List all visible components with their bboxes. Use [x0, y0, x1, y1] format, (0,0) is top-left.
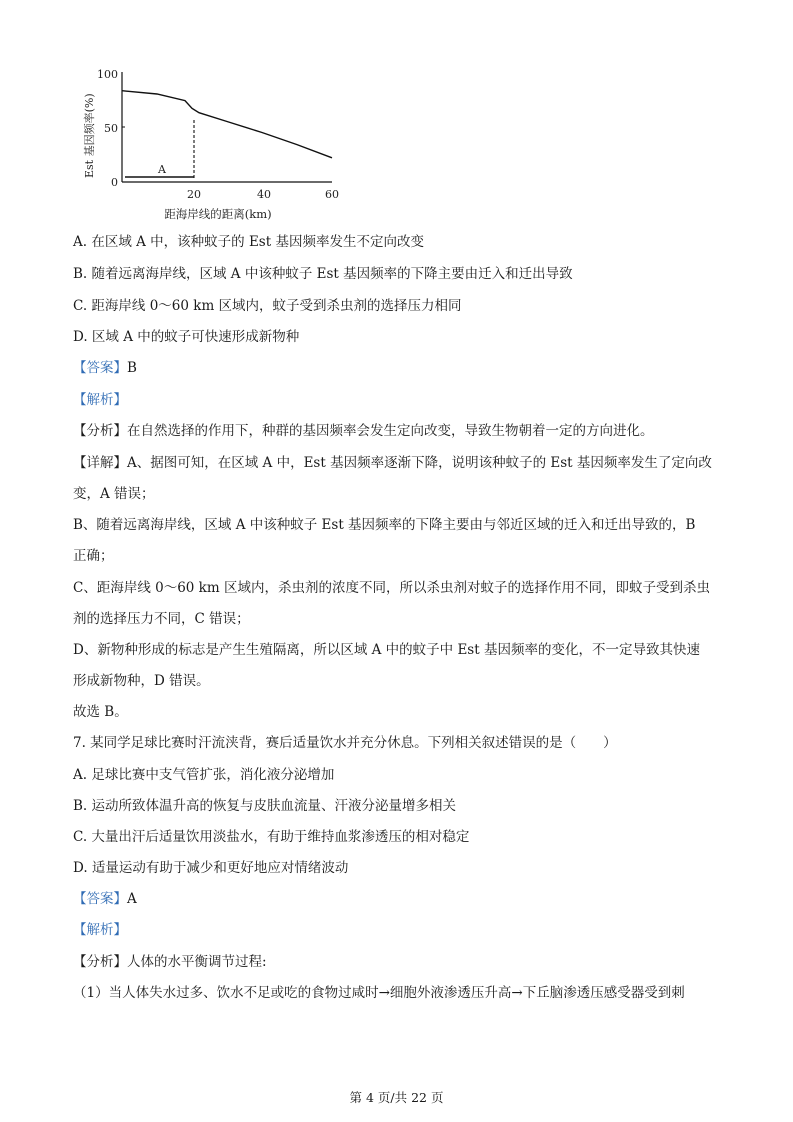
- q7-option-a: A. 足球比赛中支气管扩张，消化液分泌增加: [73, 767, 335, 783]
- y-tick-100: 100: [97, 68, 118, 81]
- y-tick-0: 0: [111, 176, 118, 189]
- q7-fenxi: [73, 953, 267, 971]
- q6-answer: [73, 359, 137, 377]
- est-frequency-line: [122, 91, 332, 158]
- q7-stem: 7. 某同学足球比赛时汗流浃背，赛后适量饮水并充分休息。下列相关叙述错误的是（ ）: [73, 735, 617, 751]
- fenxi-text: 人体的水平衡调节过程:: [127, 954, 267, 970]
- q6-xiangjie-line-3: B、随着远离海岸线，区域 A 中该种蚊子 Est 基因频率的下降主要由与邻近区域的迁入和迁出导致的，B: [73, 517, 696, 533]
- fenxi-text: 在自然选择的作用下，种群的基因频率会发生定向改变，导致生物朝着一定的方向进化。: [127, 423, 654, 439]
- q7-analysis-tag: 【解析】: [73, 922, 127, 938]
- q7-analysis-line-1: （1）当人体失水过多、饮水不足或吃的食物过咸时→细胞外液渗透压升高→下丘脑渗透压感受器受到刺: [73, 985, 685, 1001]
- q6-conclusion: 故选 B。: [73, 704, 128, 720]
- answer-tag: 【答案】: [73, 360, 127, 376]
- x-tick-20: 20: [187, 188, 201, 201]
- answer-tag: 【答案】: [73, 891, 127, 907]
- y-tick-50: 50: [104, 122, 118, 135]
- q6-xiangjie-line-5: C、距海岸线 0～60 km 区域内，杀虫剂的浓度不同，所以杀虫剂对蚊子的选择作用不同，即蚊子受到杀虫: [73, 580, 710, 596]
- q7-option-d: D. 适量运动有助于减少和更好地应对情绪波动: [73, 860, 349, 876]
- region-a-label: A: [158, 163, 166, 176]
- gene-frequency-chart: [78, 64, 348, 224]
- q7-option-b: B. 运动所致体温升高的恢复与皮肤血流量、汗液分泌量增多相关: [73, 798, 457, 814]
- answer-value: A: [127, 891, 137, 907]
- x-tick-40: 40: [257, 188, 271, 201]
- answer-value: B: [127, 360, 137, 376]
- fenxi-tag: 【分析】: [73, 423, 127, 439]
- q6-xiangjie-line-6: 剂的选择压力不同，C 错误；: [73, 611, 250, 627]
- q6-xiangjie-line-2: 变，A 错误；: [73, 486, 155, 502]
- fenxi-tag: 【分析】: [73, 954, 127, 970]
- page-footer: 第 4 页/共 22 页: [349, 1090, 444, 1105]
- q7-option-c: C. 大量出汗后适量饮用淡盐水，有助于维持血浆渗透压的相对稳定: [73, 829, 470, 845]
- q6-analysis-tag: 【解析】: [73, 392, 127, 408]
- data-curve-layer: [122, 91, 332, 158]
- q6-fenxi: [73, 422, 654, 440]
- q6-option-b: B. 随着远离海岸线，区域 A 中该种蚊子 Est 基因频率的下降主要由迁入和迁出导致: [73, 266, 573, 282]
- q6-option-c: C. 距海岸线 0～60 km 区域内，蚊子受到杀虫剂的选择压力相同: [73, 298, 462, 314]
- x-axis-label: 距海岸线的距离(km): [164, 207, 272, 221]
- y-axis-label: Est 基因频率(%): [83, 93, 96, 178]
- xiangjie-text: A、据图可知，在区域 A 中，Est 基因频率逐渐下降，说明该种蚊子的 Est 基因频率发生了定向改: [127, 455, 712, 471]
- q6-option-a: A. 在区域 A 中，该种蚊子的 Est 基因频率发生不定向改变: [73, 234, 424, 250]
- q6-xiangjie-line-1: [73, 454, 712, 472]
- q7-answer: [73, 890, 137, 908]
- xiangjie-tag: 【详解】: [73, 455, 127, 471]
- q6-xiangjie-line-8: 形成新物种，D 错误。: [73, 673, 210, 689]
- q6-option-d: D. 区域 A 中的蚊子可快速形成新物种: [73, 329, 300, 345]
- q6-xiangjie-line-7: D、新物种形成的标志是产生生殖隔离，所以区域 A 中的蚊子中 Est 基因频率的变化，不一定导致其快速: [73, 642, 700, 658]
- x-tick-60: 60: [325, 188, 339, 201]
- q6-xiangjie-line-4: 正确；: [73, 548, 114, 564]
